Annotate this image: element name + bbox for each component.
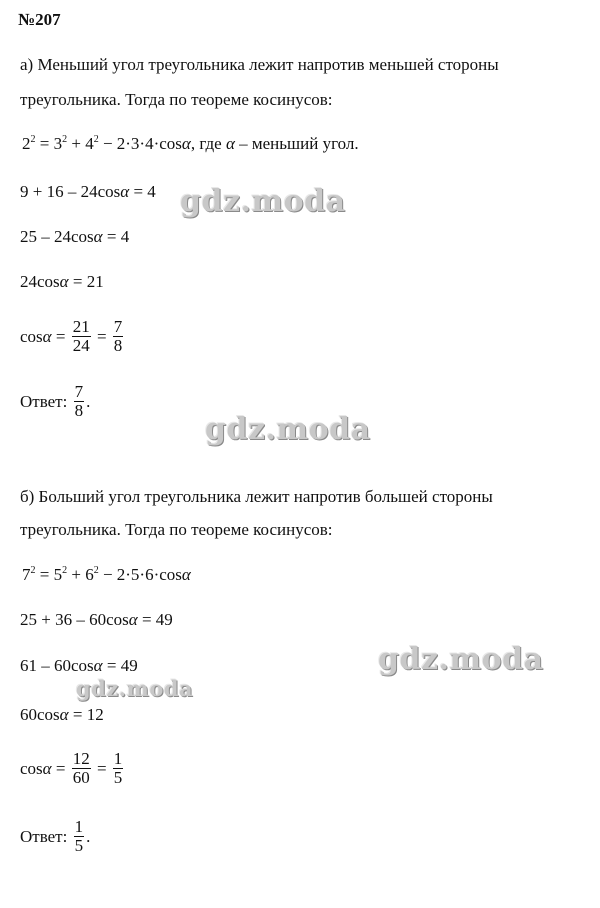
answer-fraction: $\frac{1}{5}$: [74, 817, 84, 855]
part-a-answer: Ответ: $\frac{7}{8}$ .: [20, 382, 91, 420]
part-b-equation-3: 61 – 60cosα = 49: [20, 656, 138, 675]
part-a-equation-5: cos α = $\frac{21}{24}$ = $\frac{7}{8}$: [20, 317, 123, 355]
part-a-equation-3: 25 – 24cosα = 4: [20, 227, 130, 246]
problem-number: №207: [18, 10, 61, 29]
part-b-answer: Ответ: $\frac{1}{5}$ .: [20, 817, 91, 855]
fraction: $\frac{21}{24}$: [72, 317, 90, 355]
watermark-logo: gdz.moda: [180, 184, 346, 219]
part-b-equation-1: $7^2 = 5^2 + 6^2 - 2\cdot 5\cdot 6\cdot\cos\alpha$: [22, 565, 191, 584]
fraction: $\frac{7}{8}$: [113, 317, 123, 355]
part-b-equation-4: 60cosα = 12: [20, 705, 104, 724]
fraction: $\frac{1}{5}$: [113, 749, 123, 787]
watermark-logo: gdz.moda: [76, 676, 194, 701]
part-b-text-line-1: б) Больший угол треугольника лежит напротив большей стороны: [20, 487, 493, 506]
watermark-logo: gdz.moda: [205, 412, 371, 447]
part-b-equation-5: cos α = $\frac{12}{60}$ = $\frac{1}{5}$: [20, 749, 123, 787]
watermark-logo: gdz.moda: [378, 642, 544, 677]
part-a-equation-4: 24cosα = 21: [20, 272, 104, 291]
part-a-equation-2: 9 + 16 – 24cosα = 4: [20, 182, 156, 201]
fraction: $\frac{12}{60}$: [72, 749, 90, 787]
part-b-equation-2: 25 + 36 – 60cosα = 49: [20, 610, 173, 629]
part-b-text-line-2: треугольника. Тогда по теореме косинусов:: [20, 520, 333, 539]
part-a-equation-1: $2^2 = 3^2 + 4^2 - 2\cdot 3\cdot 4\cdot\cos\alpha$, где α – меньший угол.: [22, 134, 359, 153]
part-a-text-line-1: а) Меньший угол треугольника лежит напротив меньшей стороны: [20, 55, 499, 74]
part-a-text-line-2: треугольника. Тогда по теореме косинусов:: [20, 90, 333, 109]
answer-fraction: $\frac{7}{8}$: [74, 382, 84, 420]
